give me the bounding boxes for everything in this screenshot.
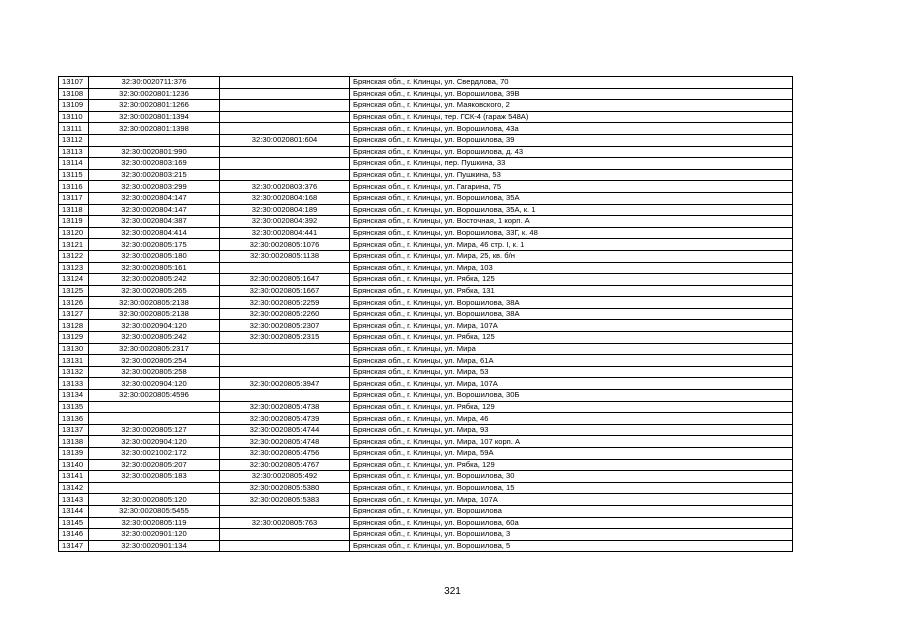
cadastral-number-cell: 32:30:0020805:265	[89, 285, 220, 297]
related-cadastral-number-cell: 32:30:0020804:189	[220, 204, 350, 216]
address-cell: Брянская обл., г. Клинцы, ул. Рябка, 131	[350, 285, 793, 297]
cadastral-number-cell	[89, 413, 220, 425]
related-cadastral-number-cell	[220, 505, 350, 517]
cadastral-number-cell: 32:30:0020801:990	[89, 146, 220, 158]
related-cadastral-number-cell	[220, 146, 350, 158]
related-cadastral-number-cell: 32:30:0020805:2307	[220, 320, 350, 332]
address-cell: Брянская обл., г. Клинцы, ул. Мира, 103	[350, 262, 793, 274]
related-cadastral-number-cell: 32:30:0020804:392	[220, 216, 350, 228]
related-cadastral-number-cell	[220, 390, 350, 402]
address-cell: Брянская обл., г. Клинцы, пер. Пушкина, 33	[350, 158, 793, 170]
cadastral-number-cell: 32:30:0020805:127	[89, 424, 220, 436]
cadastral-number-cell: 32:30:0020805:242	[89, 274, 220, 286]
row-number-cell: 13131	[59, 355, 89, 367]
row-number-cell: 13138	[59, 436, 89, 448]
cadastral-number-cell: 32:30:0020805:2138	[89, 308, 220, 320]
cadastral-number-cell: 32:30:0020805:2138	[89, 297, 220, 309]
address-cell: Брянская обл., г. Клинцы, ул. Мира, 107А	[350, 320, 793, 332]
address-cell: Брянская обл., г. Клинцы, ул. Рябка, 125	[350, 332, 793, 344]
table-row	[59, 505, 793, 517]
table-row	[59, 540, 793, 552]
address-cell: Брянская обл., г. Клинцы, ул. Ворошилова, 38А	[350, 308, 793, 320]
row-number-cell: 13147	[59, 540, 89, 552]
cadastral-number-cell: 32:30:0020805:258	[89, 366, 220, 378]
address-cell: Брянская обл., г. Клинцы, ул. Ворошилова, 5	[350, 540, 793, 552]
row-number-cell: 13140	[59, 459, 89, 471]
cadastral-number-cell: 32:30:0020804:147	[89, 204, 220, 216]
cadastral-number-cell: 32:30:0020901:134	[89, 540, 220, 552]
row-number-cell: 13129	[59, 332, 89, 344]
related-cadastral-number-cell: 32:30:0020805:1667	[220, 285, 350, 297]
table-row	[59, 169, 793, 181]
cadastral-number-cell: 32:30:0020803:215	[89, 169, 220, 181]
registry-table	[58, 76, 793, 552]
cadastral-number-cell: 32:30:0020805:119	[89, 517, 220, 529]
address-cell: Брянская обл., г. Клинцы, ул. Ворошилова, 39	[350, 134, 793, 146]
table-row	[59, 494, 793, 506]
row-number-cell: 13112	[59, 134, 89, 146]
address-cell: Брянская обл., г. Клинцы, ул. Ворошилова, 33Г, к. 48	[350, 227, 793, 239]
row-number-cell: 13120	[59, 227, 89, 239]
related-cadastral-number-cell: 32:30:0020804:441	[220, 227, 350, 239]
row-number-cell: 13107	[59, 77, 89, 89]
row-number-cell: 13109	[59, 100, 89, 112]
related-cadastral-number-cell	[220, 366, 350, 378]
table-row	[59, 77, 793, 89]
table-row	[59, 250, 793, 262]
table-row	[59, 100, 793, 112]
page-number: 321	[444, 586, 461, 597]
row-number-cell: 13117	[59, 192, 89, 204]
table-row	[59, 308, 793, 320]
cadastral-number-cell: 32:30:0020901:120	[89, 529, 220, 541]
row-number-cell: 13125	[59, 285, 89, 297]
row-number-cell: 13126	[59, 297, 89, 309]
row-number-cell: 13137	[59, 424, 89, 436]
related-cadastral-number-cell: 32:30:0020805:2315	[220, 332, 350, 344]
table-row	[59, 424, 793, 436]
related-cadastral-number-cell	[220, 158, 350, 170]
row-number-cell: 13142	[59, 482, 89, 494]
cadastral-number-cell: 32:30:0020904:120	[89, 378, 220, 390]
table-row	[59, 390, 793, 402]
table-row	[59, 355, 793, 367]
cadastral-number-cell	[89, 401, 220, 413]
table-row	[59, 146, 793, 158]
related-cadastral-number-cell	[220, 355, 350, 367]
cadastral-number-cell: 32:30:0020904:120	[89, 320, 220, 332]
row-number-cell: 13135	[59, 401, 89, 413]
related-cadastral-number-cell: 32:30:0020801:604	[220, 134, 350, 146]
related-cadastral-number-cell	[220, 529, 350, 541]
cadastral-number-cell: 32:30:0020805:254	[89, 355, 220, 367]
cadastral-number-cell: 32:30:0020805:120	[89, 494, 220, 506]
table-row	[59, 181, 793, 193]
address-cell: Брянская обл., г. Клинцы, ул. Мира, 53	[350, 366, 793, 378]
table-row	[59, 285, 793, 297]
address-cell: Брянская обл., г. Клинцы, ул. Ворошилова, 30	[350, 471, 793, 483]
address-cell: Брянская обл., г. Клинцы, ул. Рябка, 125	[350, 274, 793, 286]
row-number-cell: 13118	[59, 204, 89, 216]
related-cadastral-number-cell: 32:30:0020805:3947	[220, 378, 350, 390]
related-cadastral-number-cell	[220, 100, 350, 112]
cadastral-number-cell	[89, 134, 220, 146]
related-cadastral-number-cell: 32:30:0020805:1138	[220, 250, 350, 262]
row-number-cell: 13123	[59, 262, 89, 274]
table-row	[59, 366, 793, 378]
row-number-cell: 13127	[59, 308, 89, 320]
table-row	[59, 436, 793, 448]
related-cadastral-number-cell: 32:30:0020805:4739	[220, 413, 350, 425]
table-row	[59, 88, 793, 100]
table-row	[59, 274, 793, 286]
row-number-cell: 13136	[59, 413, 89, 425]
related-cadastral-number-cell: 32:30:0020805:492	[220, 471, 350, 483]
related-cadastral-number-cell	[220, 111, 350, 123]
row-number-cell: 13146	[59, 529, 89, 541]
address-cell: Брянская обл., г. Клинцы, ул. Ворошилова, 39В	[350, 88, 793, 100]
row-number-cell: 13139	[59, 448, 89, 460]
cadastral-number-cell: 32:30:0020804:387	[89, 216, 220, 228]
related-cadastral-number-cell: 32:30:0020805:4767	[220, 459, 350, 471]
cadastral-number-cell: 32:30:0020801:1266	[89, 100, 220, 112]
table-row	[59, 134, 793, 146]
cadastral-number-cell: 32:30:0020804:414	[89, 227, 220, 239]
address-cell: Брянская обл., г. Клинцы, ул. Свердлова, 70	[350, 77, 793, 89]
address-cell: Брянская обл., г. Клинцы, ул. Ворошилова, 35А	[350, 192, 793, 204]
cadastral-number-cell: 32:30:0020711:376	[89, 77, 220, 89]
table-row	[59, 239, 793, 251]
address-cell: Брянская обл., г. Клинцы, ул. Мира	[350, 343, 793, 355]
cadastral-number-cell: 32:30:0020803:169	[89, 158, 220, 170]
row-number-cell: 13132	[59, 366, 89, 378]
table-row	[59, 448, 793, 460]
related-cadastral-number-cell: 32:30:0020805:5383	[220, 494, 350, 506]
table-row	[59, 216, 793, 228]
row-number-cell: 13128	[59, 320, 89, 332]
address-cell: Брянская обл., г. Клинцы, ул. Ворошилова, 38А	[350, 297, 793, 309]
related-cadastral-number-cell: 32:30:0020805:5380	[220, 482, 350, 494]
cadastral-number-cell: 32:30:0020805:2317	[89, 343, 220, 355]
table-row	[59, 320, 793, 332]
address-cell: Брянская обл., г. Клинцы, ул. Рябка, 129	[350, 401, 793, 413]
related-cadastral-number-cell	[220, 343, 350, 355]
address-cell: Брянская обл., г. Клинцы, ул. Ворошилова, 35А, к. 1	[350, 204, 793, 216]
cadastral-number-cell: 32:30:0020805:242	[89, 332, 220, 344]
address-cell: Брянская обл., г. Клинцы, ул. Ворошилова	[350, 505, 793, 517]
table-row	[59, 192, 793, 204]
address-cell: Брянская обл., г. Клинцы, ул. Мира, 25, кв. б/н	[350, 250, 793, 262]
cadastral-number-cell: 32:30:0020805:180	[89, 250, 220, 262]
cadastral-number-cell: 32:30:0020904:120	[89, 436, 220, 448]
cadastral-number-cell: 32:30:0020801:1394	[89, 111, 220, 123]
table-row	[59, 111, 793, 123]
address-cell: Брянская обл., г. Клинцы, ул. Мира, 107А	[350, 494, 793, 506]
table-row	[59, 459, 793, 471]
row-number-cell: 13110	[59, 111, 89, 123]
table-row	[59, 401, 793, 413]
row-number-cell: 13141	[59, 471, 89, 483]
address-cell: Брянская обл., г. Клинцы, ул. Мира, 107А	[350, 378, 793, 390]
table-row	[59, 262, 793, 274]
related-cadastral-number-cell: 32:30:0020805:2259	[220, 297, 350, 309]
table-row	[59, 297, 793, 309]
cadastral-number-cell: 32:30:0021002:172	[89, 448, 220, 460]
address-cell: Брянская обл., г. Клинцы, ул. Ворошилова, 60а	[350, 517, 793, 529]
row-number-cell: 13111	[59, 123, 89, 135]
table-row	[59, 343, 793, 355]
address-cell: Брянская обл., г. Клинцы, ул. Мира, 59А	[350, 448, 793, 460]
related-cadastral-number-cell: 32:30:0020803:376	[220, 181, 350, 193]
address-cell: Брянская обл., г. Клинцы, ул. Восточная, 1 корп. А	[350, 216, 793, 228]
address-cell: Брянская обл., г. Клинцы, ул. Мира, 61А	[350, 355, 793, 367]
related-cadastral-number-cell: 32:30:0020805:4744	[220, 424, 350, 436]
row-number-cell: 13108	[59, 88, 89, 100]
cadastral-number-cell: 32:30:0020805:183	[89, 471, 220, 483]
row-number-cell: 13143	[59, 494, 89, 506]
row-number-cell: 13114	[59, 158, 89, 170]
row-number-cell: 13113	[59, 146, 89, 158]
address-cell: Брянская обл., г. Клинцы, тер. ГСК-4 (гараж 548А)	[350, 111, 793, 123]
cadastral-number-cell: 32:30:0020805:161	[89, 262, 220, 274]
address-cell: Брянская обл., г. Клинцы, ул. Маяковского, 2	[350, 100, 793, 112]
cadastral-number-cell: 32:30:0020801:1236	[89, 88, 220, 100]
row-number-cell: 13144	[59, 505, 89, 517]
cadastral-number-cell: 32:30:0020803:299	[89, 181, 220, 193]
address-cell: Брянская обл., г. Клинцы, ул. Пушкина, 53	[350, 169, 793, 181]
related-cadastral-number-cell: 32:30:0020805:1076	[220, 239, 350, 251]
row-number-cell: 13121	[59, 239, 89, 251]
related-cadastral-number-cell	[220, 262, 350, 274]
address-cell: Брянская обл., г. Клинцы, ул. Мира, 46 стр. I, к. 1	[350, 239, 793, 251]
related-cadastral-number-cell	[220, 169, 350, 181]
row-number-cell: 13133	[59, 378, 89, 390]
address-cell: Брянская обл., г. Клинцы, ул. Ворошилова, 43а	[350, 123, 793, 135]
address-cell: Брянская обл., г. Клинцы, ул. Ворошилова, 30Б	[350, 390, 793, 402]
row-number-cell: 13124	[59, 274, 89, 286]
table-row	[59, 529, 793, 541]
related-cadastral-number-cell	[220, 540, 350, 552]
table-row	[59, 378, 793, 390]
cadastral-number-cell	[89, 482, 220, 494]
row-number-cell: 13115	[59, 169, 89, 181]
cadastral-number-cell: 32:30:0020804:147	[89, 192, 220, 204]
table-row	[59, 227, 793, 239]
related-cadastral-number-cell: 32:30:0020805:4748	[220, 436, 350, 448]
related-cadastral-number-cell: 32:30:0020804:168	[220, 192, 350, 204]
address-cell: Брянская обл., г. Клинцы, ул. Мира, 93	[350, 424, 793, 436]
cadastral-number-cell: 32:30:0020801:1398	[89, 123, 220, 135]
cadastral-number-cell: 32:30:0020805:175	[89, 239, 220, 251]
table-row	[59, 482, 793, 494]
row-number-cell: 13116	[59, 181, 89, 193]
related-cadastral-number-cell: 32:30:0020805:763	[220, 517, 350, 529]
table-row	[59, 517, 793, 529]
cadastral-number-cell: 32:30:0020805:207	[89, 459, 220, 471]
table-row	[59, 332, 793, 344]
related-cadastral-number-cell: 32:30:0020805:2260	[220, 308, 350, 320]
related-cadastral-number-cell	[220, 88, 350, 100]
address-cell: Брянская обл., г. Клинцы, ул. Мира, 46	[350, 413, 793, 425]
table-row	[59, 204, 793, 216]
related-cadastral-number-cell	[220, 123, 350, 135]
address-cell: Брянская обл., г. Клинцы, ул. Мира, 107 корп. А	[350, 436, 793, 448]
row-number-cell: 13145	[59, 517, 89, 529]
cadastral-number-cell: 32:30:0020805:5455	[89, 505, 220, 517]
related-cadastral-number-cell: 32:30:0020805:1647	[220, 274, 350, 286]
related-cadastral-number-cell: 32:30:0020805:4756	[220, 448, 350, 460]
row-number-cell: 13134	[59, 390, 89, 402]
address-cell: Брянская обл., г. Клинцы, ул. Рябка, 129	[350, 459, 793, 471]
address-cell: Брянская обл., г. Клинцы, ул. Ворошилова, 15	[350, 482, 793, 494]
related-cadastral-number-cell: 32:30:0020805:4738	[220, 401, 350, 413]
address-cell: Брянская обл., г. Клинцы, ул. Ворошилова, д. 43	[350, 146, 793, 158]
table-row	[59, 413, 793, 425]
row-number-cell: 13119	[59, 216, 89, 228]
row-number-cell: 13130	[59, 343, 89, 355]
row-number-cell: 13122	[59, 250, 89, 262]
table-row	[59, 158, 793, 170]
table-row	[59, 471, 793, 483]
cadastral-number-cell: 32:30:0020805:4596	[89, 390, 220, 402]
related-cadastral-number-cell	[220, 77, 350, 89]
address-cell: Брянская обл., г. Клинцы, ул. Гагарина, 75	[350, 181, 793, 193]
table-row	[59, 123, 793, 135]
address-cell: Брянская обл., г. Клинцы, ул. Ворошилова, 3	[350, 529, 793, 541]
registry-table-body	[59, 77, 793, 552]
